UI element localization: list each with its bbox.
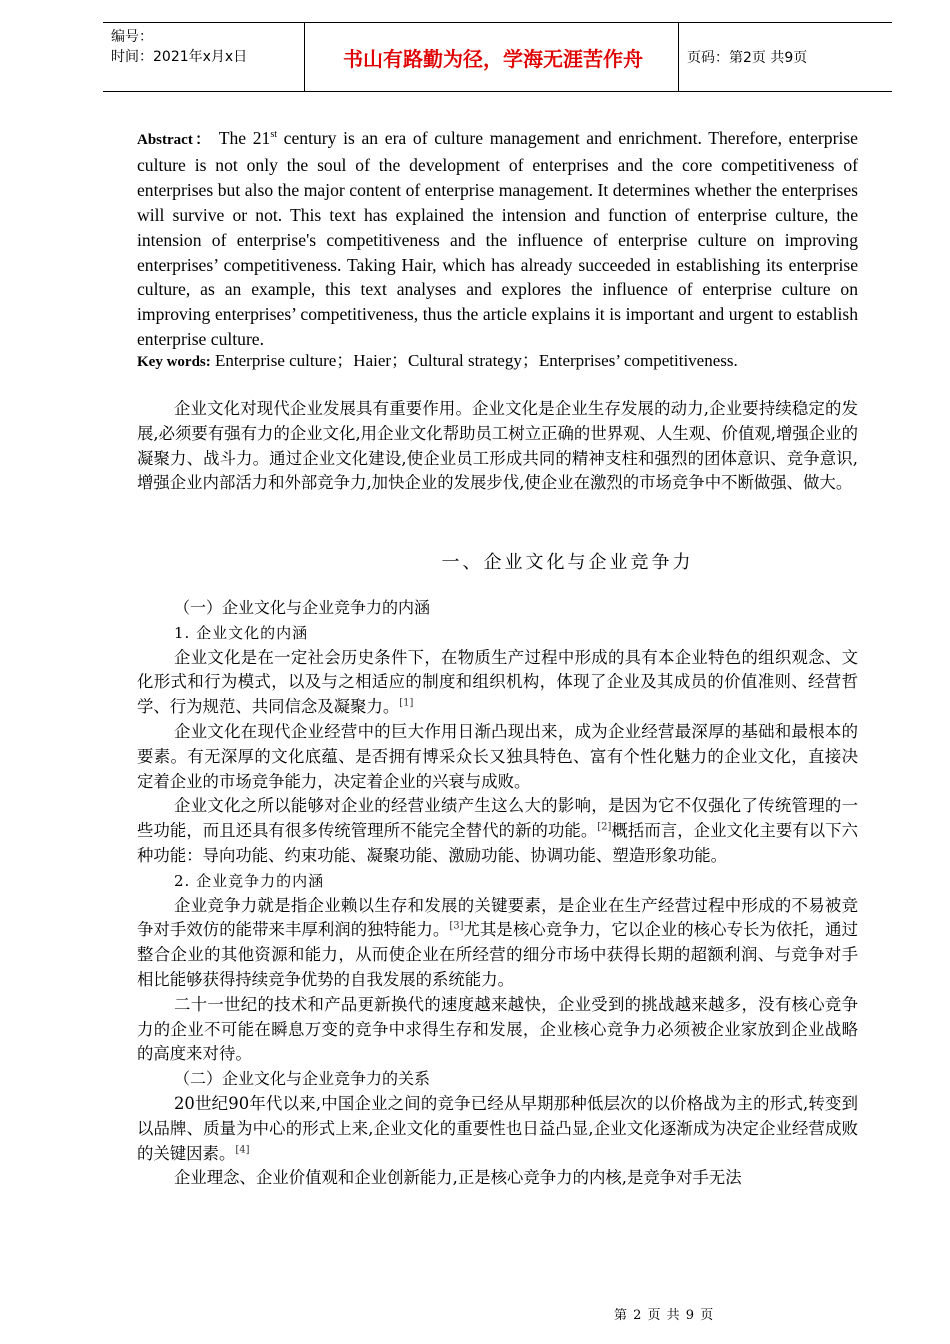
intro-paragraph: 企业文化对现代企业发展具有重要作用。企业文化是企业生存发展的动力,企业要持续稳定的发展,必须要有强有力的企业文化,用企业文化帮助员工树立正确的世界观、人生观、价值观,增强企业的凝聚力、战斗力。通过企业文化建设,使企业员工形成共同的精神支柱和强烈的团体意识、竞争意识,增强企业内部活力和外部竞争力,加快企业的发展步伐,使企业在激烈的市场竞争中不断做强、做大。 xyxy=(137,399,858,493)
paragraph: 企业文化之所以能够对企业的经营业绩产生这么大的影响，是因为它不仅强化了传统管理的一些功能，而且还具有很多传统管理所不能完全替代的新的功能。[2]概括而言，企业文化主要有以下六种功能：导向功能、约束功能、凝聚功能、激励功能、协调功能、塑造形象功能。 xyxy=(137,796,859,865)
keywords-text: Enterprise culture；Haier；Cultural strategy；Enterprises’ competitiveness. xyxy=(215,351,738,370)
body-text xyxy=(137,596,858,1191)
header-divider xyxy=(304,23,305,91)
keywords-label: Key words: xyxy=(137,354,211,370)
abstract-sup: st xyxy=(270,129,278,141)
document-header xyxy=(103,22,892,92)
header-meta xyxy=(111,27,247,67)
abstract-text: century is an era of culture management and enrichment. Therefore, enterprise culture is not only the soul of the development of enterprises and the core competitiveness of enterprises but also the major content of enterprise management. It determines whether the enterprises will survive or not. This text has explained the intension and function of enterprise culture, the intension of enterprise's competitiveness and the influence of enterprise culture on improving enterprises’ competitiveness. Taking Hair, which has already succeeded in establishing its enterprise culture, as an example, this text analyses and explores the influence of enterprise culture on improving enterprises’ competitiveness, thus the article explains it is important and urgent to establish enterprise culture. xyxy=(137,128,858,350)
section-title: 一、企业文化与企业竞争力 xyxy=(441,552,694,573)
abstract xyxy=(137,126,858,352)
paragraph: 企业竞争力就是指企业赖以生存和发展的关键要素，是企业在生产经营过程中形成的不易被竞争对手效仿的能带来丰厚利润的独特能力。[3]尤其是核心竞争力，它以企业的核心专长为依托，通过整合企业的其他资源和能力，从而使企业在所经营的细分市场中获得长期的超额利润、与竞争对手相比能够获得持续竞争优势的自我发展的系统能力。 xyxy=(137,895,859,989)
citation: [2] xyxy=(597,821,612,833)
number-label: 编号： xyxy=(111,29,153,45)
paragraph: 20世纪90年代以来,中国企业之间的竞争已经从早期那种低层次的以价格战为主的形式,转变到以品牌、质量为中心的形式上来,企业文化的重要性也日益凸显,企业文化逐渐成为决定企业经营成败的关键因素。[4] xyxy=(137,1093,858,1163)
paragraph: 企业文化在现代企业经营中的巨大作用日渐凸现出来，成为企业经营最深厚的基础和最根本的要素。有无深厚的文化底蕴、是否拥有博采众长又独具特色、富有个性化魅力的企业文化，直接决定着企业的市场竞争能力，决定着企业的兴衰与成败。 xyxy=(137,721,858,791)
paragraph: 企业理念、企业价值观和企业创新能力,正是核心竞争力的内核,是竞争对手无法 xyxy=(174,1168,742,1188)
abstract-label: Abstract： xyxy=(137,132,213,148)
header-divider xyxy=(678,23,679,91)
paragraph: 企业文化是在一定社会历史条件下，在物质生产过程中形成的具有本企业特色的组织观念、文化形式和行为模式，以及与之相适应的制度和组织机构，体现了企业及其成员的价值准则、经营哲学、行为规范、共同信念及凝聚力。[1] xyxy=(137,647,858,717)
time-label: 时间：2021年x月x日 xyxy=(111,49,248,65)
citation: [4] xyxy=(235,1144,250,1156)
subsubsection-title: 1. 企业文化的内涵 xyxy=(174,623,309,642)
page-footer: 第 2 页 共 9 页 xyxy=(614,1308,715,1323)
intro-block xyxy=(137,397,858,496)
abstract-text-pre: The 21 xyxy=(218,128,271,148)
paragraph: 二十一世纪的技术和产品更新换代的速度越来越快，企业受到的挑战越来越多，没有核心竞争力的企业不可能在瞬息万变的竞争中求得生存和发展，企业核心竞争力必须被企业家放到企业战略的高度来对待。 xyxy=(137,994,858,1064)
header-motto: 书山有路勤为径，学海无涯苦作舟 xyxy=(343,46,643,71)
citation: [1] xyxy=(399,697,414,709)
citation: [3] xyxy=(449,920,464,932)
subsection-title: （二）企业文化与企业竞争力的关系 xyxy=(174,1069,431,1089)
keywords xyxy=(137,349,858,374)
subsection-title: （一）企业文化与企业竞争力的内涵 xyxy=(174,598,431,617)
header-page-info: 页码：第2页 共9页 xyxy=(687,50,808,66)
subsubsection-title: 2. 企业竞争力的内涵 xyxy=(174,871,325,890)
